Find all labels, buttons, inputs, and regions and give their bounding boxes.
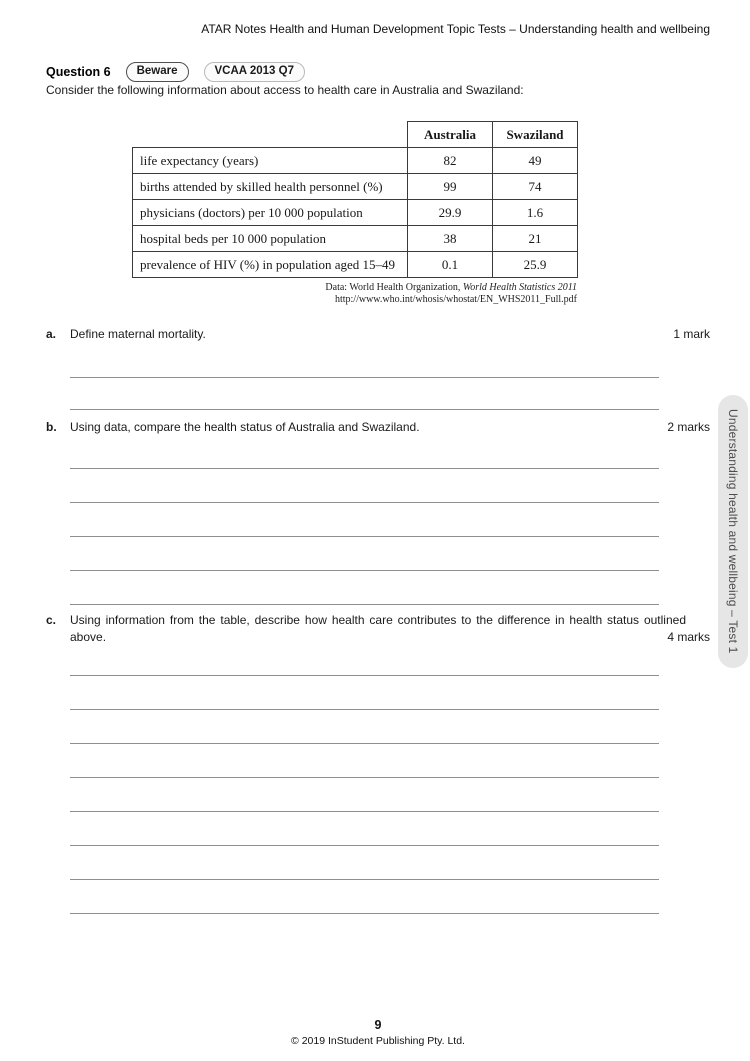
part-a-header bbox=[46, 326, 710, 343]
source-citation-line bbox=[46, 282, 577, 294]
table-row bbox=[133, 252, 578, 278]
question-intro-text: Consider the following information about access to health care in Australia and Swaziland: bbox=[46, 83, 524, 97]
part-question-text: Using data, compare the health status of Australia and Swaziland. bbox=[70, 420, 420, 434]
part-a-answer-area bbox=[70, 343, 659, 410]
answer-line[interactable] bbox=[70, 537, 659, 571]
answer-line[interactable] bbox=[70, 880, 659, 914]
value-australia: 29.9 bbox=[408, 200, 493, 226]
source-citation-title: World Health Statistics 2011 bbox=[462, 282, 577, 293]
value-australia: 0.1 bbox=[408, 252, 493, 278]
answer-line[interactable] bbox=[70, 846, 659, 880]
value-swaziland: 74 bbox=[493, 174, 578, 200]
page-number: 9 bbox=[374, 1018, 382, 1032]
part-b-header bbox=[46, 419, 710, 436]
row-label: physicians (doctors) per 10 000 population bbox=[133, 200, 408, 226]
answer-line[interactable] bbox=[70, 646, 659, 676]
question-part-b bbox=[46, 419, 710, 605]
table-header-row bbox=[133, 122, 578, 148]
section-side-tab bbox=[718, 395, 748, 668]
table-corner-cell bbox=[133, 122, 408, 148]
part-letter: a. bbox=[46, 327, 57, 341]
question-number: Question 6 bbox=[46, 65, 111, 79]
column-header-swaziland: Swaziland bbox=[493, 122, 578, 148]
part-b-answer-area bbox=[70, 436, 659, 605]
part-c-header bbox=[46, 612, 710, 646]
answer-line[interactable] bbox=[70, 378, 659, 410]
part-question-text: Using information from the table, describe how health care contributes to the difference in health status outlined above. bbox=[70, 613, 686, 644]
value-australia: 99 bbox=[408, 174, 493, 200]
marks-label: 2 marks bbox=[667, 420, 710, 434]
copyright-notice: © 2019 InStudent Publishing Pty. Ltd. bbox=[291, 1035, 465, 1047]
answer-line[interactable] bbox=[70, 744, 659, 778]
answer-line[interactable] bbox=[70, 469, 659, 503]
marks-label: 1 mark bbox=[673, 327, 710, 341]
row-label: life expectancy (years) bbox=[133, 148, 408, 174]
part-question-text: Define maternal mortality. bbox=[70, 327, 206, 341]
answer-line[interactable] bbox=[70, 710, 659, 744]
part-c-answer-area bbox=[70, 646, 659, 914]
page-header-title: ATAR Notes Health and Human Development Topic Tests – Understanding health and wellbeing bbox=[201, 22, 710, 36]
value-australia: 38 bbox=[408, 226, 493, 252]
table-row bbox=[133, 148, 578, 174]
table-row bbox=[133, 200, 578, 226]
value-swaziland: 49 bbox=[493, 148, 578, 174]
source-reference-badge: VCAA 2013 Q7 bbox=[204, 62, 305, 82]
answer-line[interactable] bbox=[70, 343, 659, 378]
row-label: births attended by skilled health personnel (%) bbox=[133, 174, 408, 200]
beware-badge: Beware bbox=[126, 62, 189, 82]
page-footer bbox=[46, 1018, 710, 1047]
value-swaziland: 1.6 bbox=[493, 200, 578, 226]
question-part-a bbox=[46, 326, 710, 410]
value-australia: 82 bbox=[408, 148, 493, 174]
health-data-table bbox=[132, 121, 578, 278]
table-row bbox=[133, 226, 578, 252]
row-label: hospital beds per 10 000 population bbox=[133, 226, 408, 252]
answer-line[interactable] bbox=[70, 436, 659, 469]
question-title-row bbox=[46, 62, 710, 82]
question-part-c bbox=[46, 612, 710, 914]
table-row bbox=[133, 174, 578, 200]
part-letter: b. bbox=[46, 420, 57, 434]
side-tab-label: Understanding health and wellbeing – Test 1 bbox=[726, 409, 740, 654]
answer-line[interactable] bbox=[70, 571, 659, 605]
source-citation-prefix: Data: World Health Organization, bbox=[325, 282, 463, 293]
answer-line[interactable] bbox=[70, 778, 659, 812]
value-swaziland: 25.9 bbox=[493, 252, 578, 278]
part-letter: c. bbox=[46, 613, 57, 627]
value-swaziland: 21 bbox=[493, 226, 578, 252]
answer-line[interactable] bbox=[70, 676, 659, 710]
table-source-citation bbox=[46, 282, 577, 305]
answer-line[interactable] bbox=[70, 812, 659, 846]
row-label: prevalence of HIV (%) in population aged 15–49 bbox=[133, 252, 408, 278]
source-url[interactable]: http://www.who.int/whosis/whostat/EN_WHS2011_Full.pdf bbox=[334, 293, 577, 305]
marks-label: 4 marks bbox=[667, 630, 710, 644]
column-header-australia: Australia bbox=[408, 122, 493, 148]
answer-line[interactable] bbox=[70, 503, 659, 537]
